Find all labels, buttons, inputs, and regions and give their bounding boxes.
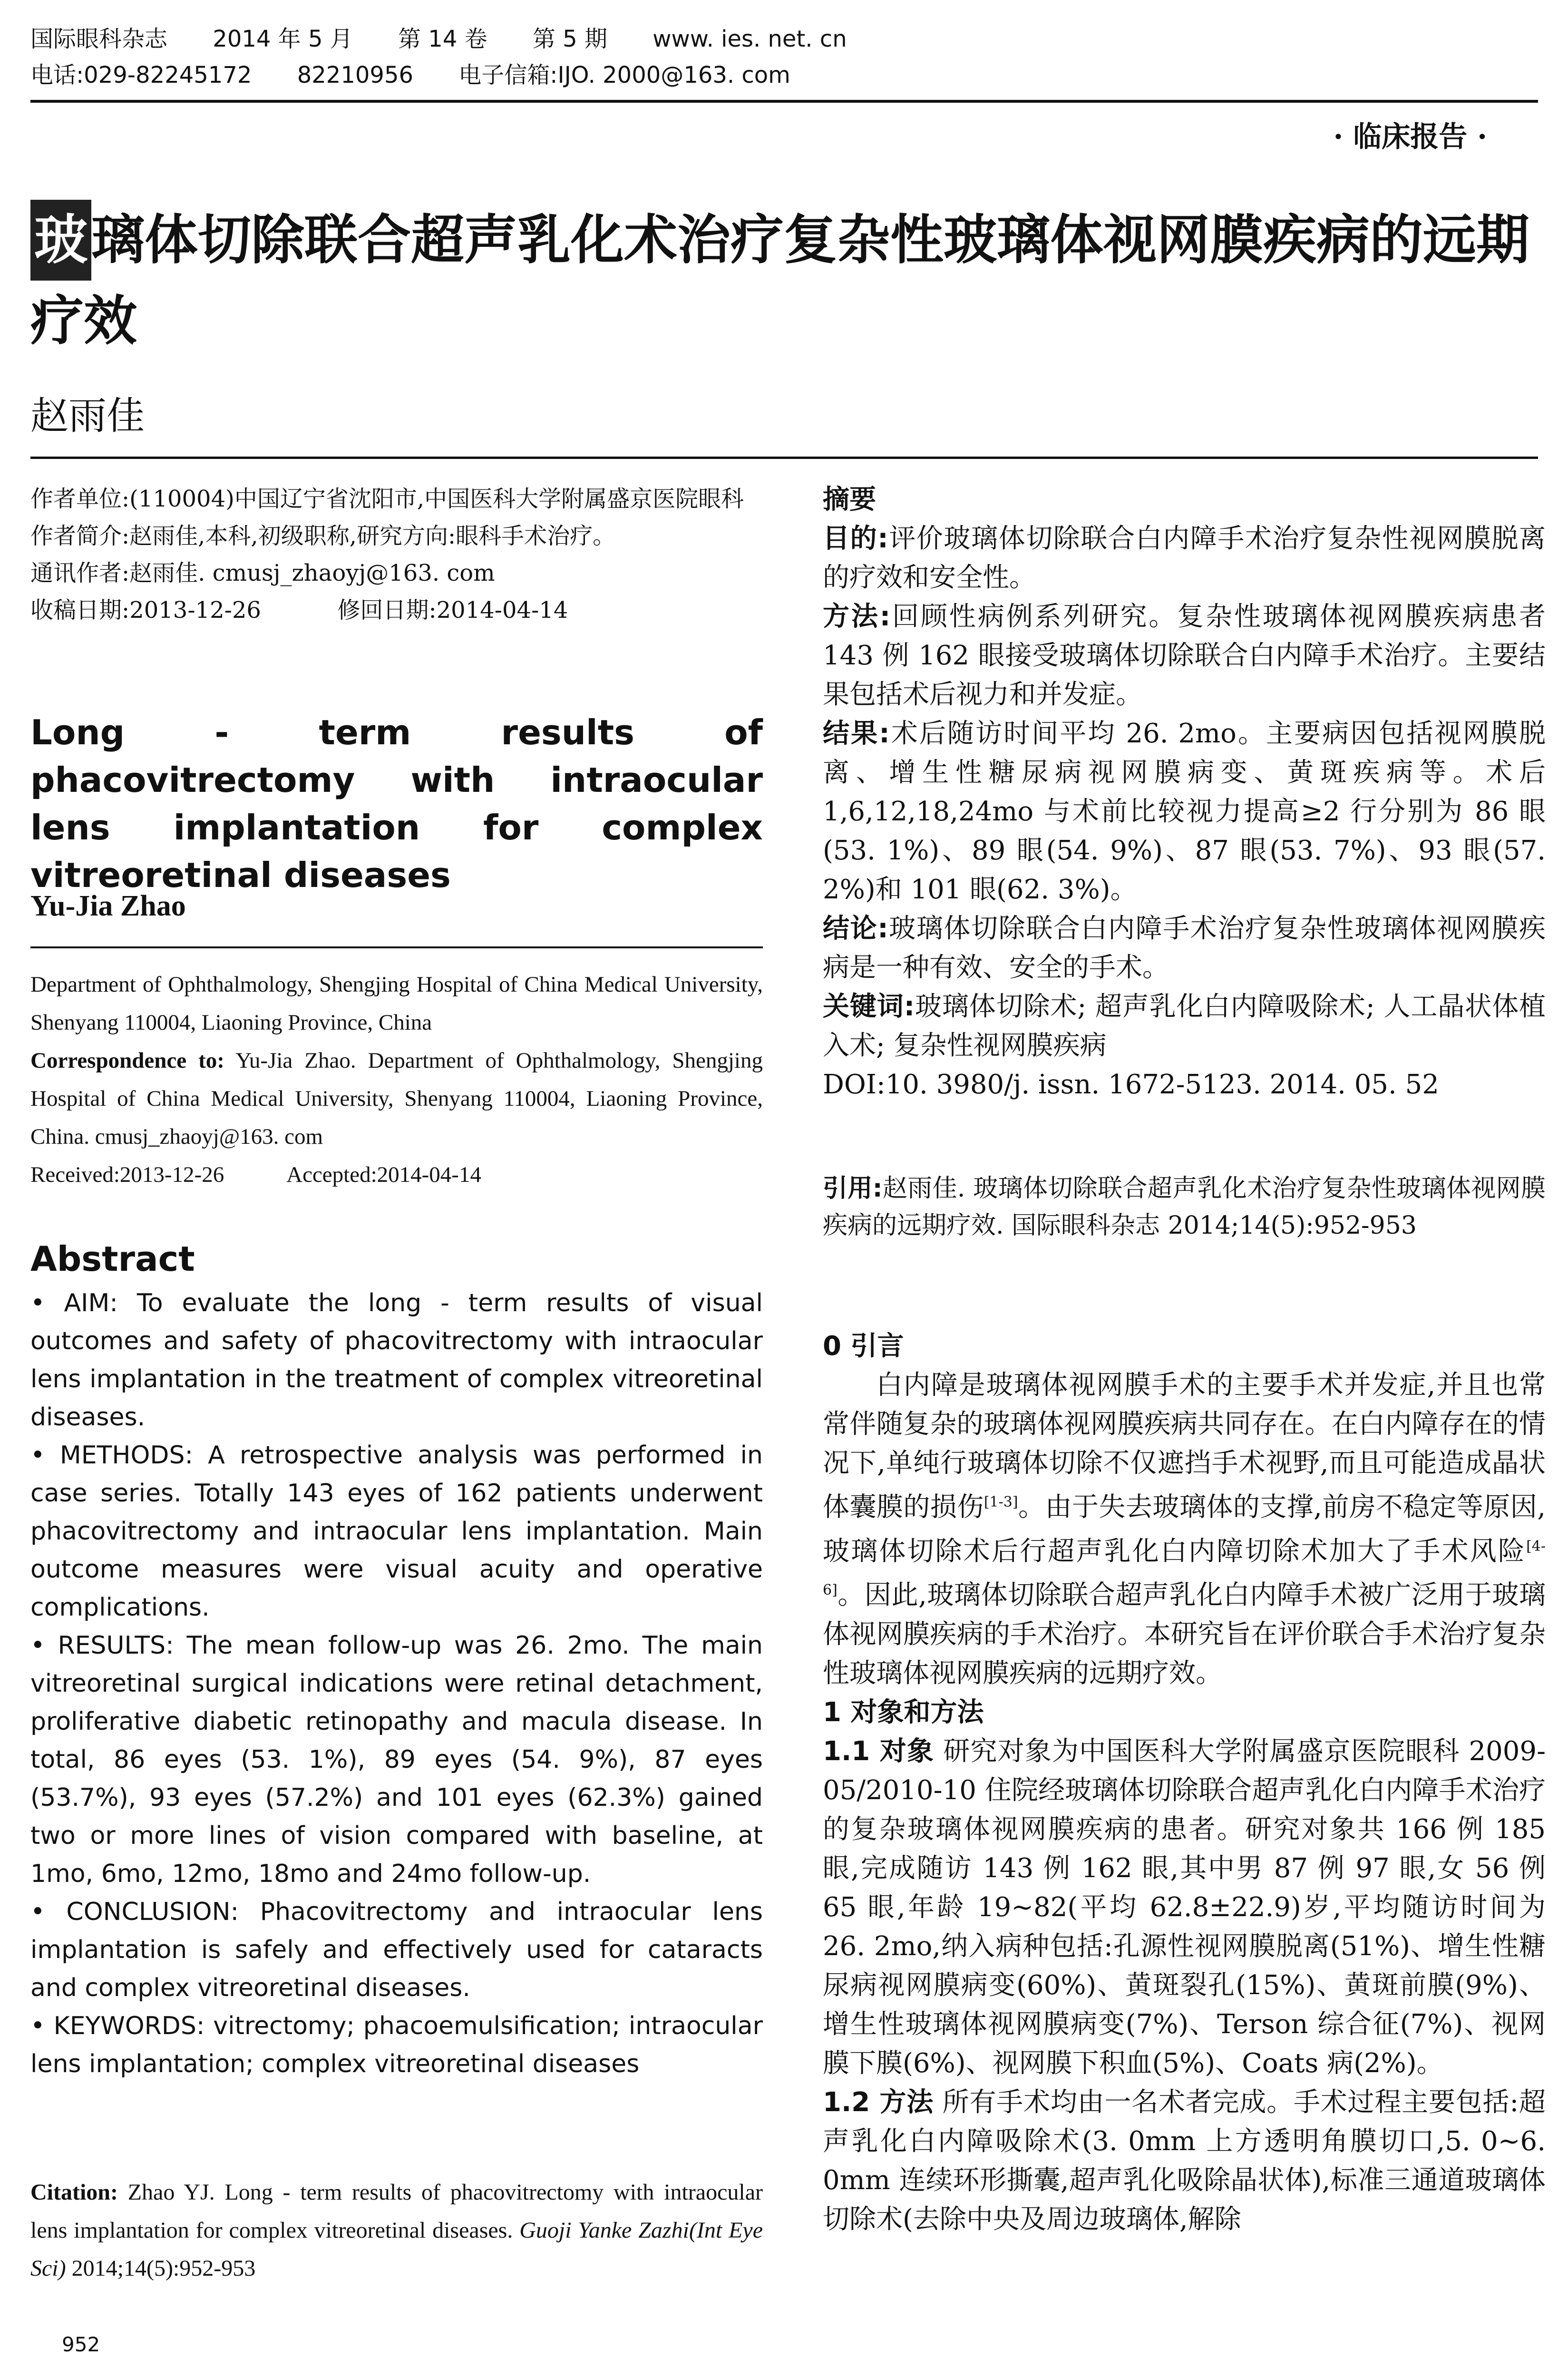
title-rest: 璃体切除联合超声乳化术治疗复杂性玻璃体视网膜疾病的远期疗效: [30, 209, 1529, 352]
author-en: Yu-Jia Zhao: [30, 890, 186, 922]
subjects-text: 研究对象为中国医科大学附属盛京医院眼科 2009-05/2010-10 住院经玻璃体切除联合超声乳化白内障手术治疗的复杂玻璃体视网膜疾病的患者。研究对象共 166 例 185 眼,完成随访 143 例 162 眼,其中男 87 例 97 眼,女 56 例 65 眼,年龄 19~82(平均 62.8±22.9)岁,平均随访时间为 26. 2mo,纳入病种包括:孔源性视网膜脱离(51%)、增生性糖尿病视网膜病变(60%)、黄斑裂孔(15%)、黄斑前膜(9%)、增生性玻璃体视网膜病变(7%)、Terson 综合征(7%)、视网膜下膜(6%)、视网膜下积血(5%)、Coats 病(2%)。: [823, 1735, 1546, 2079]
intro-paragraph: [823, 1366, 1546, 1693]
doi: DOI:10. 3980/j. issn. 1672-5123. 2014. 05. 52: [823, 1069, 1439, 1100]
conclusion-text: 玻璃体切除联合白内障手术治疗复杂性玻璃体视网膜疾病是一种有效、安全的手术。: [823, 913, 1546, 983]
citation-cn: [823, 1170, 1546, 1244]
subjects-label: 1.1 对象: [823, 1735, 935, 1767]
main-divider: [30, 457, 1538, 459]
author-intro: 作者简介:赵雨佳,本科,初级职称,研究方向:眼科手术治疗。: [30, 523, 616, 549]
author-divider: [30, 946, 763, 948]
phone-2: 82210956: [297, 62, 414, 88]
intro-text-b: 。由于失去玻璃体的支撑,前房不稳定等原因,玻璃体切除术后行超声乳化白内障切除术加大了手术风险: [823, 1491, 1546, 1567]
ref-4-6: [4-6]: [823, 1538, 1546, 1599]
intro-heading: 0 引言: [823, 1331, 904, 1362]
issue-number: 第 5 期: [532, 26, 607, 52]
correspondence-label: Correspondence to:: [30, 1048, 224, 1073]
intro-text-a: 白内障是玻璃体视网膜手术的主要手术并发症,并且也常常伴随复杂的玻璃体视网膜疾病共同存在。在白内障存在的情况下,单纯行玻璃体切除不仅遮挡手术视野,而且可能造成晶状体囊膜的损伤: [823, 1370, 1546, 1523]
abstract-results: • RESULTS: The mean follow-up was 26. 2mo. The main vitreoretinal surgical indications were retinal detachment, proliferative diabetic retinopathy and macula disease. In total, 86 eyes (53. 1%), 89 eyes (54. 9%), 87 eyes (53.7%), 93 eyes (57.2%) and 101 eyes (62.3%) gained two or more lines of vision compared with baseline, at 1mo, 6mo, 12mo, 18mo and 24mo follow-up.: [30, 1631, 763, 1888]
page-number: 952: [62, 2333, 100, 2356]
title-first-char: 玻: [30, 200, 91, 281]
citation-volume: 2014;14(5):952-953: [71, 2256, 256, 2281]
accepted-en: Accepted:2014-04-14: [286, 1162, 481, 1187]
revised-date: 修回日期:2014-04-14: [337, 597, 568, 623]
methods-heading: 1 对象和方法: [823, 1696, 984, 1728]
issue-date: 2014 年 5 月: [213, 26, 353, 52]
author-unit: 作者单位:(110004)中国辽宁省沈阳市,中国医科大学附属盛京医院眼科: [30, 486, 744, 512]
results-text: 术后随访时间平均 26. 2mo。主要病因包括视网膜脱离、增生性糖尿病视网膜病变、黄斑疾病等。术后 1,6,12,18,24mo 与术前比较视力提高≥2 行分别为 86 眼(53. 1%)、89 眼(54. 9%)、87 眼(53. 7%)、93 眼(57. 2%)和 101 眼(62. 3%)。: [823, 718, 1546, 905]
title-en: Long - term results of phacovitrectomy with intraocular lens implantation for complex vitreoretinal diseases: [30, 712, 763, 895]
citation-cn-label: 引用:: [823, 1174, 883, 1203]
department: Department of Ophthalmology, Shengjing Hospital of China Medical University, Shenyang 110004, Liaoning Province, China: [30, 972, 763, 1035]
volume: 第 14 卷: [398, 26, 487, 52]
subjects-paragraph: [823, 1732, 1546, 2083]
citation-journal: Guoji Yanke Zazhi(Int Eye Sci): [30, 2218, 763, 2281]
received-en: Received:2013-12-26: [30, 1162, 224, 1187]
abstract-cn-heading: 摘要: [823, 484, 876, 515]
phone: 电话:029-82245172: [30, 62, 252, 88]
citation-label: Citation:: [30, 2180, 118, 2205]
ref-1-3: [1-3]: [984, 1494, 1018, 1510]
correspondent: 通讯作者:赵雨佳. cmusj_zhaoyj@163. com: [30, 560, 495, 586]
methods-text: 回顾性病例系列研究。复杂性玻璃体视网膜疾病患者 143 例 162 眼接受玻璃体切除联合白内障手术治疗。主要结果包括术后视力和并发症。: [823, 601, 1546, 710]
citation-text: Zhao YJ. Long - term results of phacovitrectomy with intraocular lens implantation for complex vitreoretinal diseases.: [30, 2180, 763, 2243]
article-title: [30, 200, 1538, 361]
body-text: [823, 1327, 1546, 2239]
journal-header: [30, 21, 1538, 93]
email-link[interactable]: 电子信箱:IJO. 2000@163. com: [458, 62, 790, 88]
abstract-aim: • AIM: To evaluate the long - term results of visual outcomes and safety of phacovitrectomy with intraocular lens implantation in the treatment of complex vitreoretinal diseases.: [30, 1289, 763, 1432]
procedure-text: 所有手术均由一名术者完成。手术过程主要包括:超声乳化白内障吸除术(3. 0mm 上方透明角膜切口,5. 0~6. 0mm 连续环形撕囊,超声乳化吸除晶状体),标准三通道玻璃体切除术(去除中央及周边玻璃体,解除: [823, 2086, 1546, 2235]
correspondence-text: Yu-Jia Zhao. Department of Ophthalmology, Shengjing Hospital of China Medical University, Shenyang 110004, Liaoning Province, China. cmusj_zhaoyj@163. com: [30, 1048, 763, 1149]
author-cn: 赵雨佳: [30, 394, 145, 438]
procedure-label: 1.2 方法: [823, 2086, 934, 2118]
procedure-paragraph: [823, 2083, 1546, 2239]
abstract-conclusion: • CONCLUSION: Phacovitrectomy and intraocular lens implantation is safely and effectively used for cataracts and complex vitreoretinal diseases.: [30, 1898, 763, 2002]
keywords-text: 玻璃体切除术; 超声乳化白内障吸除术; 人工晶状体植入术; 复杂性视网膜疾病: [823, 991, 1546, 1061]
abstract-en: [30, 1284, 763, 2083]
citation-cn-text: 赵雨佳. 玻璃体切除联合超声乳化术治疗复杂性玻璃体视网膜疾病的远期疗效. 国际眼科杂志 2014;14(5):952-953: [823, 1174, 1546, 1240]
journal-name: 国际眼科杂志: [30, 26, 168, 52]
author-info: [30, 480, 763, 629]
received-date: 收稿日期:2013-12-26: [30, 597, 261, 623]
results-label: 结果:: [823, 718, 890, 749]
abstract-keywords: • KEYWORDS: vitrectomy; phacoemulsification; intraocular lens implantation; complex vitreoretinal diseases: [30, 2012, 763, 2078]
website-link[interactable]: www. ies. net. cn: [653, 26, 847, 52]
abstract-cn: [823, 480, 1546, 1104]
abstract-heading: Abstract: [30, 1239, 195, 1279]
intro-text-c: 。因此,玻璃体切除联合超声乳化白内障手术被广泛用于玻璃体视网膜疾病的手术治疗。本研究旨在评价联合手术治疗复杂性玻璃体视网膜疾病的远期疗效。: [823, 1579, 1546, 1689]
affiliation-en: [30, 965, 763, 1194]
section-label: · 临床报告 ·: [1333, 120, 1487, 154]
aim-text: 评价玻璃体切除联合白内障手术治疗复杂性视网膜脱离的疗效和安全性。: [823, 523, 1546, 593]
keywords-label: 关键词:: [823, 991, 915, 1022]
aim-label: 目的:: [823, 523, 888, 554]
header-divider: [30, 100, 1538, 103]
abstract-methods: • METHODS: A retrospective analysis was performed in case series. Totally 143 eyes of 162 patients underwent phacovitrectomy and intraocular lens implantation. Main outcome measures were visual acuity and operative complications.: [30, 1441, 763, 1622]
methods-label: 方法:: [823, 601, 891, 632]
conclusion-label: 结论:: [823, 913, 888, 944]
citation-en: [30, 2173, 763, 2288]
